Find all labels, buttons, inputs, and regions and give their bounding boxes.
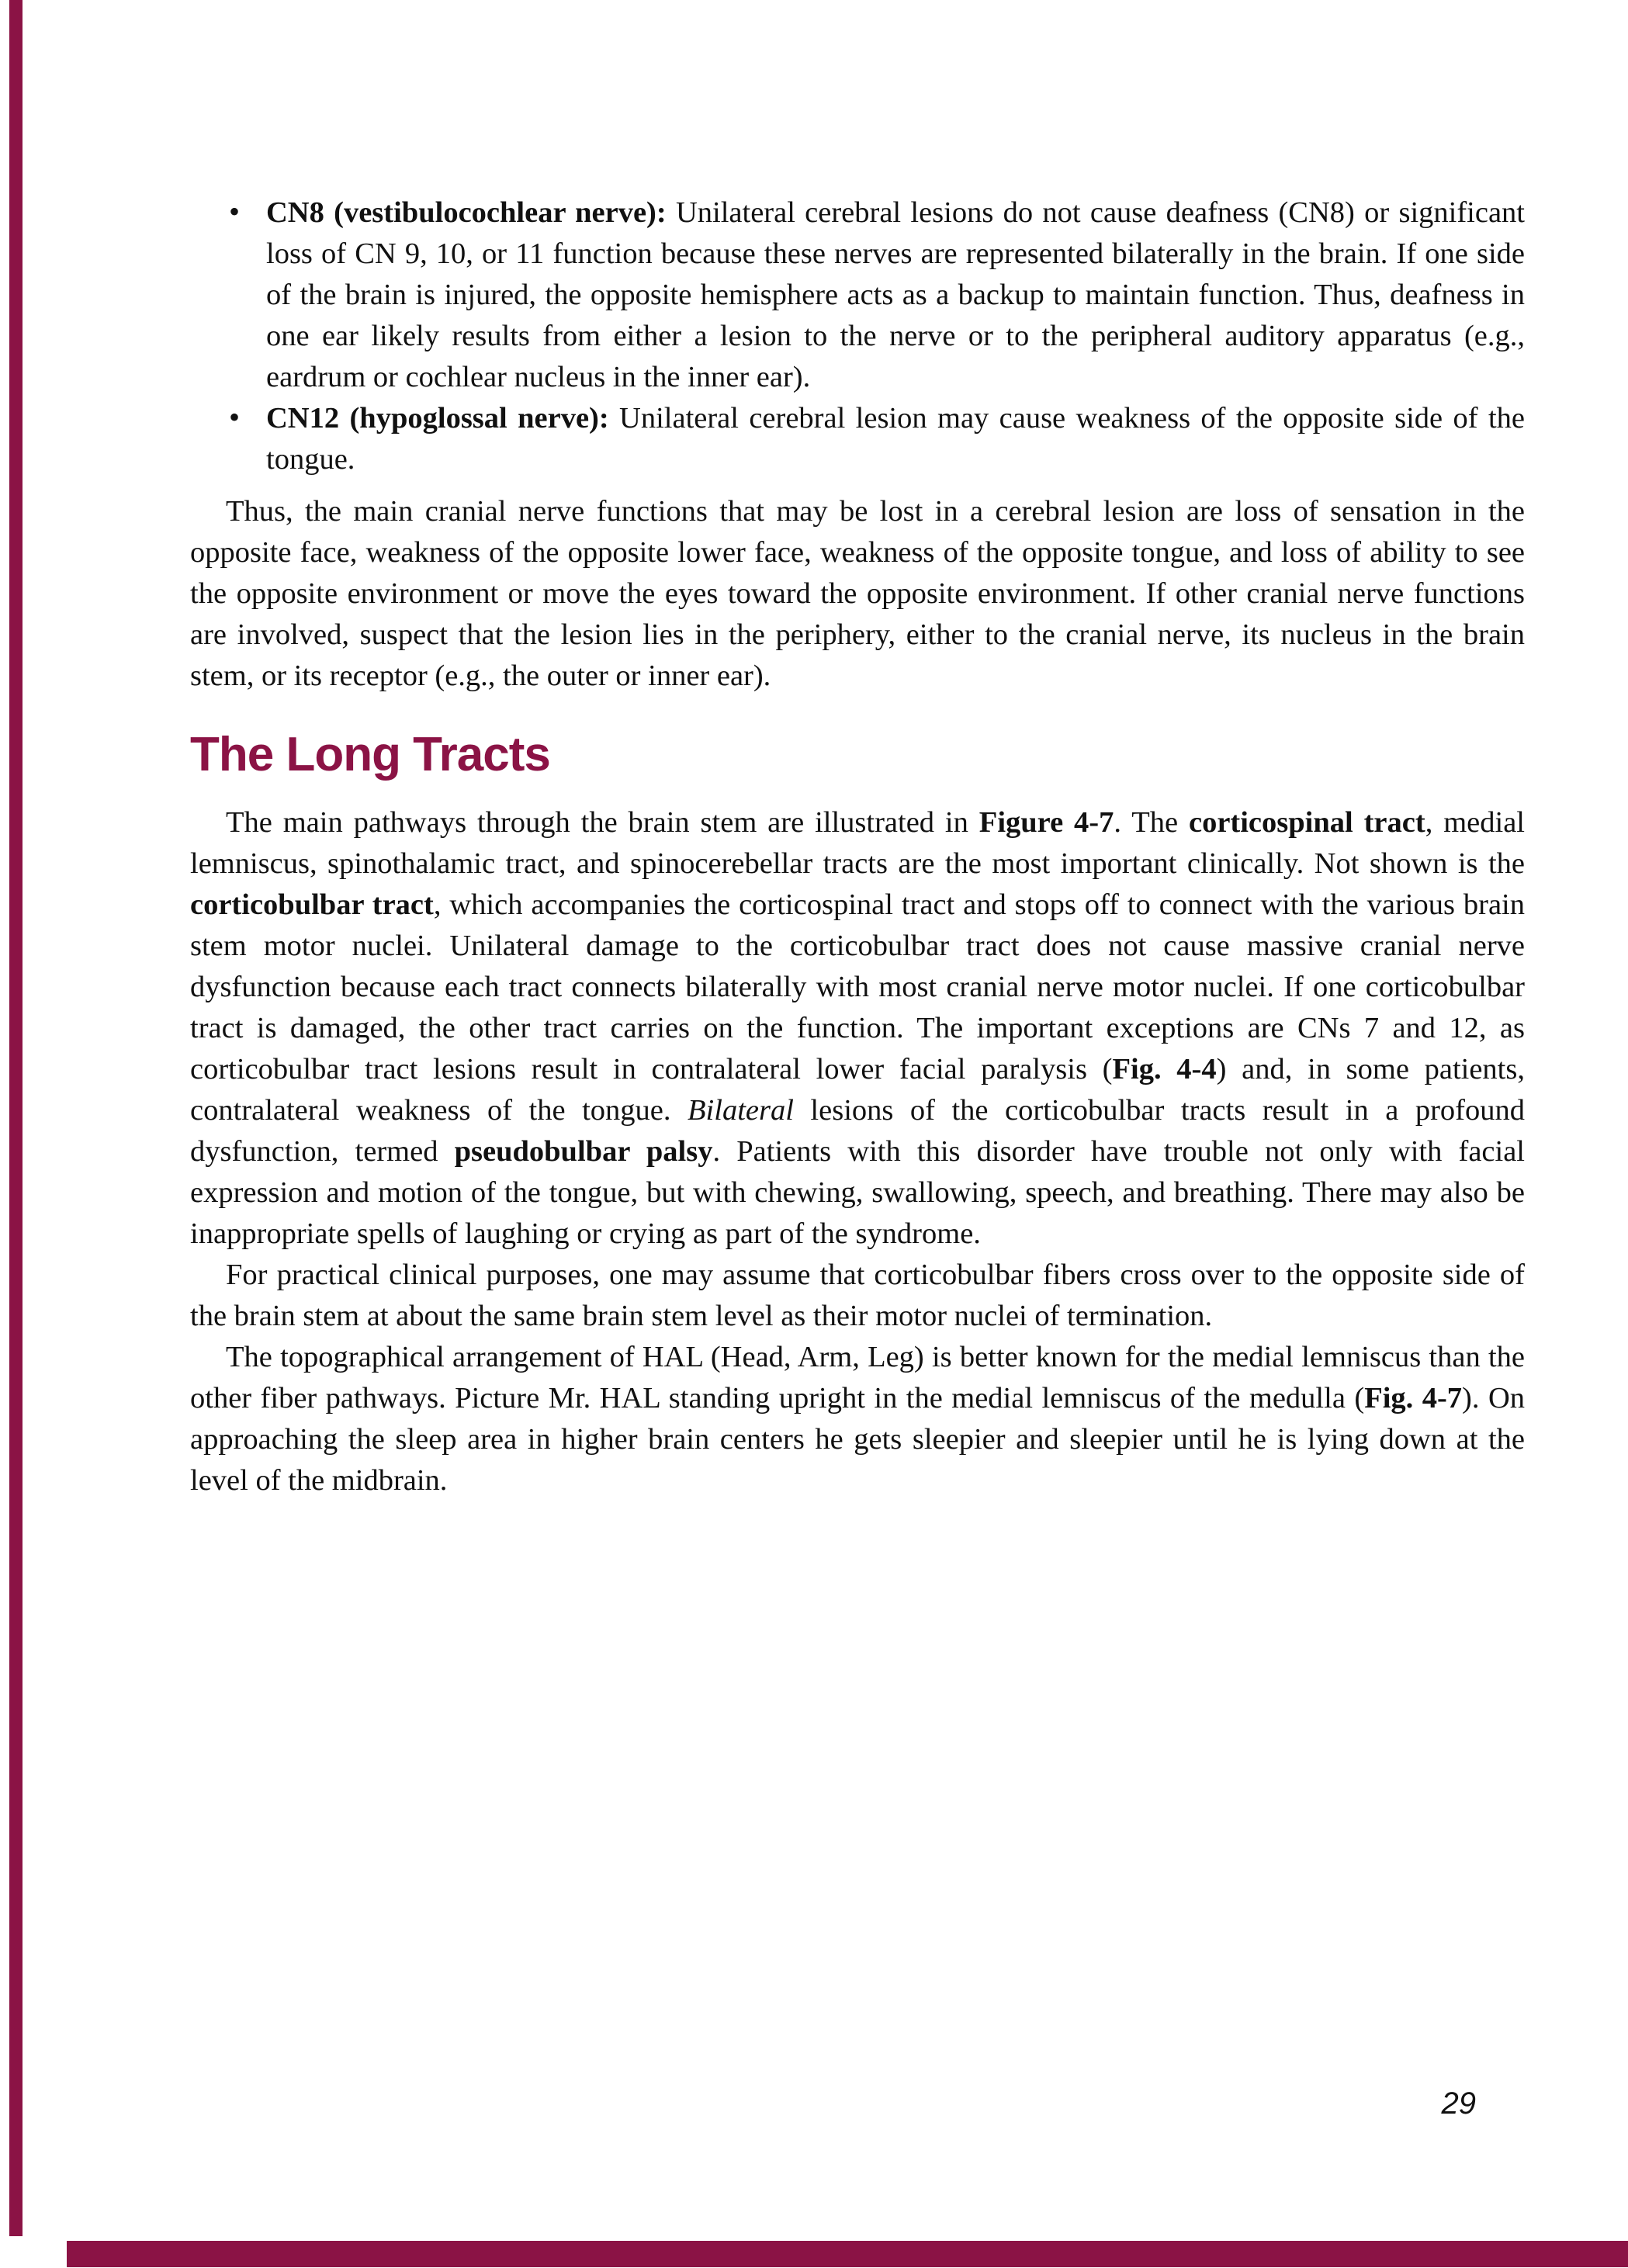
paragraph	[190, 1255, 1525, 1337]
paragraph	[190, 802, 1525, 1255]
bullet-item	[190, 398, 1525, 480]
text-run: Unilateral cerebral lesion may cause weakness of the opposite side of the tongue.	[266, 402, 1525, 476]
text-run: ). On approaching the sleep area in higher brain centers he gets sleepier and sleepier until he is lying down at the level of the midbrain.	[190, 1382, 1525, 1497]
text-run: The topographical arrangement of HAL (Head, Arm, Leg) is better known for the medial lemniscus than the other fiber pathways. Picture Mr. HAL standing upright in the medial lemniscus of the medulla (	[190, 1341, 1525, 1414]
text-run: corticospinal tract	[1188, 806, 1425, 839]
text-run: , medial lemniscus, spinothalamic tract, and spinocerebellar tracts are the most important clinically. Not shown is the	[190, 806, 1525, 880]
bullet-item	[190, 192, 1525, 398]
bullet-list	[190, 192, 1525, 480]
left-accent-bar	[9, 0, 23, 2236]
body-text	[190, 192, 1525, 1501]
text-run: ) and, in some patients, contralateral weakness of the tongue.	[190, 1053, 1525, 1127]
section-heading: The Long Tracts	[190, 728, 550, 781]
bullet-icon: •	[229, 194, 241, 229]
text-run: CN12 (hypoglossal nerve):	[266, 402, 620, 435]
text-run: . The	[1114, 806, 1189, 839]
bullet-icon: •	[229, 400, 241, 435]
text-run: , which accompanies the corticospinal tract and stops off to connect with the various brain stem motor nuclei. Unilateral damage to the corticobulbar tract does not cause massive cranial nerve dysfunction because each tract connects bilaterally with most cranial nerve motor nuclei. If one corticobulbar tract is damaged, the other tract carries on the function. The important exceptions are CNs 7 and 12, as corticobulbar tract lesions result in contralateral lower facial paralysis (	[190, 888, 1525, 1086]
text-run: The main pathways through the brain stem are illustrated in	[226, 806, 979, 839]
bottom-accent-bar	[67, 2241, 1628, 2267]
text-run: Fig. 4-7	[1364, 1382, 1463, 1414]
page-number: 29	[1441, 2086, 1476, 2121]
paragraph	[190, 1337, 1525, 1501]
text-run: . Patients with this disorder have trouble not only with facial expression and motion of the tongue, but with chewing, swallowing, speech, and breathing. There may also be inappropriate spells of laughing or crying as part of the syndrome.	[190, 1135, 1525, 1250]
paragraph	[190, 491, 1525, 697]
text-run: CN8 (vestibulocochlear nerve):	[266, 196, 676, 229]
text-run: corticobulbar tract	[190, 888, 434, 921]
text-run: Unilateral cerebral lesions do not cause deafness (CN8) or significant loss of CN 9, 10, or 11 function because these nerves are represented bilaterally in the brain. If one side of the brain is injured, the opposite hemisphere acts as a backup to maintain function. Thus, deafness in one ear likely results from either a lesion to the nerve or to the peripheral auditory apparatus (e.g., eardrum or cochlear nucleus in the inner ear).	[266, 196, 1525, 393]
text-run: Thus, the main cranial nerve functions that may be lost in a cerebral lesion are loss of sensation in the opposite face, weakness of the opposite lower face, weakness of the opposite tongue, and loss of ability to see the opposite environment or move the eyes toward the opposite environment. If other cranial nerve functions are involved, suspect that the lesion lies in the periphery, either to the cranial nerve, its nucleus in the brain stem, or its receptor (e.g., the outer or inner ear).	[190, 495, 1525, 692]
text-run: Bilateral	[688, 1094, 794, 1127]
text-run: For practical clinical purposes, one may assume that corticobulbar fibers cross over to the opposite side of the brain stem at about the same brain stem level as their motor nuclei of termination.	[190, 1259, 1525, 1332]
text-run: Fig. 4-4	[1112, 1053, 1217, 1086]
text-run: Figure 4-7	[979, 806, 1114, 839]
text-run: pseudobulbar palsy	[454, 1135, 713, 1168]
text-run: lesions of the corticobulbar tracts result in a profound dysfunction, termed	[190, 1094, 1525, 1168]
